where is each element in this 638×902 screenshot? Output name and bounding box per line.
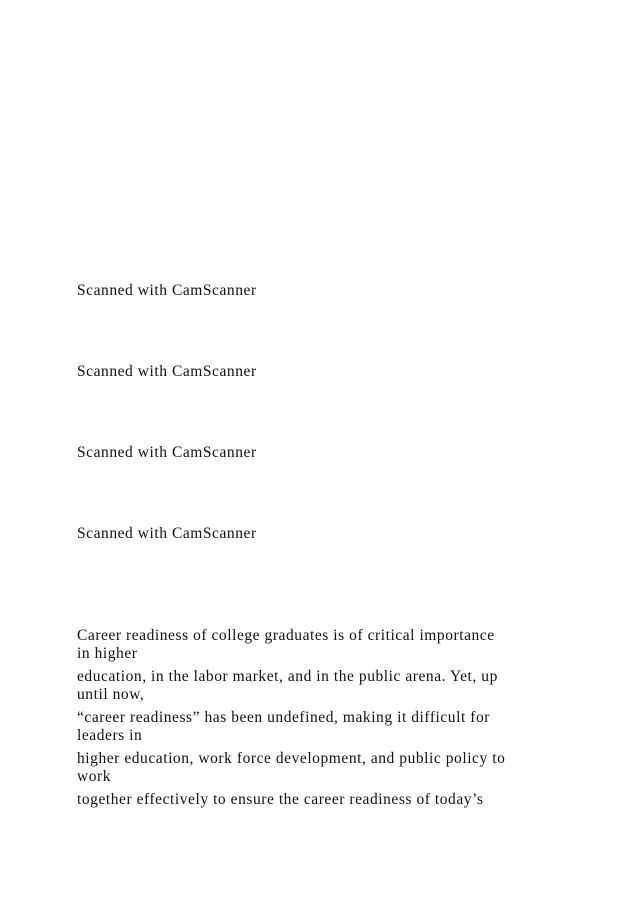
body-line-3: education, in the labor market, and in the public arena. Yet, up [77, 668, 498, 685]
body-line-8: work [77, 768, 112, 785]
body-line-1: Career readiness of college graduates is of critical importance [77, 627, 495, 644]
body-line-7: higher education, work force development, and public policy to [77, 750, 506, 767]
scan-watermark-2: Scanned with CamScanner [77, 363, 257, 380]
body-line-6: leaders in [77, 727, 143, 744]
body-line-9: together effectively to ensure the career readiness of today’s [77, 791, 484, 808]
body-line-5: “career readiness” has been undefined, making it difficult for [77, 709, 490, 726]
scan-watermark-4: Scanned with CamScanner [77, 525, 257, 542]
scan-watermark-3: Scanned with CamScanner [77, 444, 257, 461]
scan-watermark-1: Scanned with CamScanner [77, 282, 257, 299]
body-line-4: until now, [77, 686, 145, 703]
body-line-2: in higher [77, 645, 138, 662]
